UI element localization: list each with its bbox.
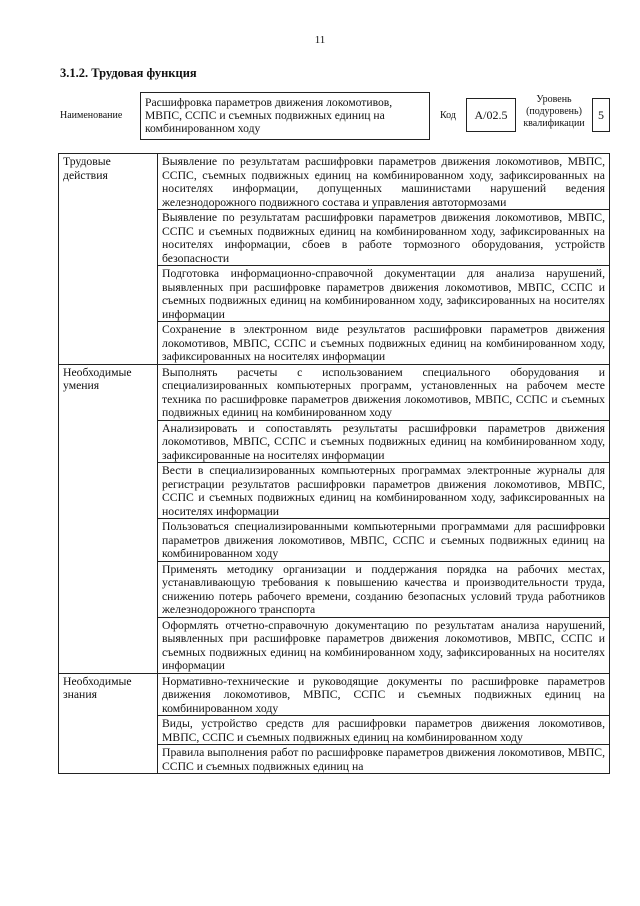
category-spacer: [59, 716, 158, 745]
level-value: 5: [592, 98, 610, 132]
category-label: Трудовые действия: [59, 154, 158, 210]
table-row: [59, 266, 610, 322]
item-text: Выполнять расчеты с использованием специального оборудования и специализированных компьютерных программ, установленных на рабочем месте техника по расшифровке параметров движения локомотивов, МВПС, ССПС и съемных подвижных единиц на комбинированном ходу: [158, 364, 610, 420]
item-text: Нормативно-технические и руководящие документы по расшифровке параметров движения локомотивов, МВПС, ССПС и съемных подвижных единиц на комбинированном ходу: [158, 673, 610, 716]
table-row: [59, 210, 610, 266]
category-label: Необходимые умения: [59, 364, 158, 420]
category-spacer: [59, 266, 158, 322]
category-spacer: [59, 745, 158, 774]
name-value: Расшифровка параметров движения локомотивов, МВПС, ССПС и съемных подвижных единиц на комбинированном ходу: [140, 92, 430, 140]
table-row: [59, 322, 610, 365]
page-number: 11: [314, 34, 326, 46]
category-label: Необходимые знания: [59, 673, 158, 716]
table-row: [59, 154, 610, 210]
category-spacer: [59, 322, 158, 365]
category-spacer: [59, 463, 158, 519]
item-text: Пользоваться специализированными компьютерными программами для расшифровки параметров движения локомотивов, МВПС, ССПС и съемных подвижных единиц на комбинированном ходу: [158, 519, 610, 562]
item-text: Правила выполнения работ по расшифровке параметров движения локомотивов, МВПС, ССПС и съемных подвижных единиц на: [158, 745, 610, 774]
name-label: Наименование: [60, 110, 123, 121]
item-text: Оформлять отчетно-справочную документацию по результатам анализа нарушений, выявленных при расшифровке параметров движения локомотивов, МВПС, ССПС и съемных подвижных единиц на комбинированном ходу, зафиксированных на носителях информации: [158, 617, 610, 673]
code-value: A/02.5: [466, 98, 516, 132]
category-spacer: [59, 617, 158, 673]
table-row: [59, 745, 610, 774]
category-spacer: [59, 420, 158, 463]
category-spacer: [59, 519, 158, 562]
code-label: Код: [440, 110, 456, 121]
function-header: [60, 92, 610, 142]
table-row: [59, 364, 610, 420]
item-text: Применять методику организации и поддержания порядка на рабочих местах, устанавливающую требования к повышению качества и производительности труда, снижению потерь рабочего времени, созданию безопасных условий труда работников железнодорожного транспорта: [158, 561, 610, 617]
level-label: Уровень (подуровень) квалификации: [523, 94, 585, 129]
table-row: [59, 463, 610, 519]
item-text: Подготовка информационно-справочной документации для анализа нарушений, выявленных при расшифровке параметров движения локомотивов, МВПС, ССПС и съемных подвижных единиц на комбинированном ходу, зафиксированных на носителях информации: [158, 266, 610, 322]
item-text: Выявление по результатам расшифровки параметров движения локомотивов, МВПС, ССПС и съемных подвижных единиц на комбинированном ходу, зафиксированных на носителях информации, сбоев в работе тормозного оборудования, устройств безопасности: [158, 210, 610, 266]
category-spacer: [59, 210, 158, 266]
table-row: [59, 716, 610, 745]
category-spacer: [59, 561, 158, 617]
item-text: Виды, устройство средств для расшифровки параметров движения локомотивов, МВПС, ССПС и съемных подвижных единиц на комбинированном ходу: [158, 716, 610, 745]
function-table: [58, 153, 610, 774]
table-row: [59, 561, 610, 617]
item-text: Вести в специализированных компьютерных программах электронные журналы для регистрации результатов расшифровки параметров движения локомотивов, МВПС, ССПС и съемных подвижных единиц на комбинированном ходу, зафиксированных на носителях информации: [158, 463, 610, 519]
item-text: Выявление по результатам расшифровки параметров движения локомотивов, МВПС, ССПС, съемных подвижных единиц на комбинированном ходу, зафиксированных на носителях информации, допущенных машинистами нарушений ведения железнодорожного подвижного состава и управления автотормозами: [158, 154, 610, 210]
item-text: Анализировать и сопоставлять результаты расшифровки параметров движения локомотивов, МВПС, ССПС и съемных подвижных единиц на комбинированном ходу, зафиксированные на носителях информации: [158, 420, 610, 463]
item-text: Сохранение в электронном виде результатов расшифровки параметров движения локомотивов, МВПС, ССПС и съемных подвижных единиц на комбинированном ходу, зафиксированных на носителях информации: [158, 322, 610, 365]
table-row: [59, 673, 610, 716]
table-row: [59, 519, 610, 562]
table-row: [59, 420, 610, 463]
section-title: 3.1.2. Трудовая функция: [60, 66, 197, 80]
table-row: [59, 617, 610, 673]
